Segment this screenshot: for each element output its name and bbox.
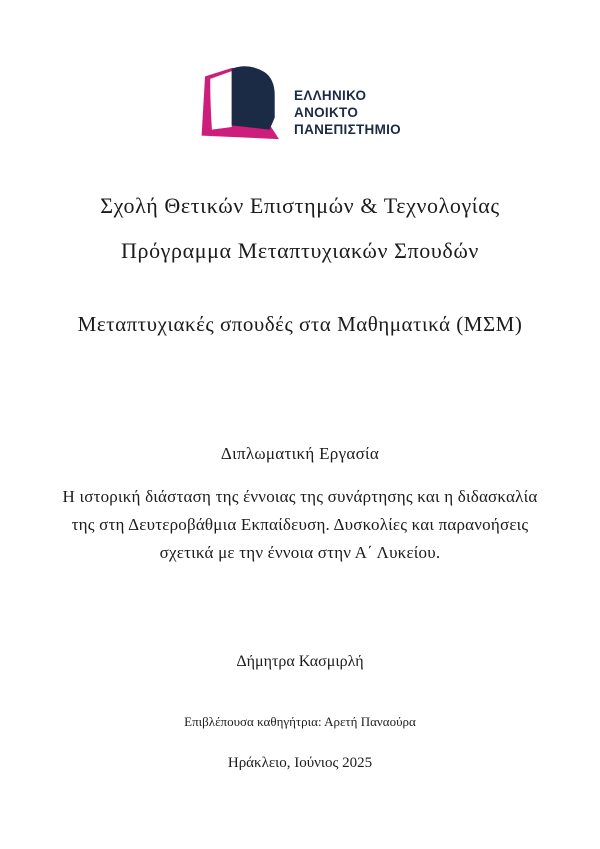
thesis-title-line-2: της στη Δευτεροβάθμια Εκπαίδευση. Δυσκολίες και παρανοήσεις	[71, 515, 529, 534]
school-title: Σχολή Θετικών Επιστημών & Τεχνολογίας	[100, 193, 500, 218]
thesis-type-label: Διπλωματική Εργασία	[220, 444, 380, 463]
logo-wordmark-line-2: ΑΝΟΙΚΤΟ	[294, 105, 359, 120]
place-date: Ηράκλειο, Ιούνιος 2025	[227, 755, 373, 771]
thesis-title	[40, 483, 560, 567]
author-name: Δήμητρα Κασμιρλή	[236, 653, 364, 670]
thesis-title-line-3: σχετικά με την έννοια στην Α΄ Λυκείου.	[159, 543, 441, 562]
logo-wordmark-line-3: ΠΑΝΕΠΙΣΤΗΜΙΟ	[294, 122, 401, 137]
logo-left-page-shape	[210, 71, 232, 129]
supervisor-line: Επιβλέπουσα καθηγήτρια: Αρετή Παναούρα	[184, 714, 416, 729]
logo-right-page-shape	[232, 66, 275, 129]
thesis-title-line-1: Η ιστορική διάσταση της έννοιας της συνάρτησης και η διδασκαλία	[62, 487, 538, 506]
logo-wordmark-line-1: ΕΛΛΗΝΙΚΟ	[294, 88, 367, 103]
course-title: Μεταπτυχιακές σπουδές στα Μαθηματικά (ΜΣΜ)	[77, 312, 523, 336]
logo-wordmark	[294, 87, 401, 138]
university-logo	[199, 66, 401, 152]
open-book-logo-icon	[199, 66, 285, 152]
program-title: Πρόγραμμα Μεταπτυχιακών Σπουδών	[121, 238, 479, 263]
